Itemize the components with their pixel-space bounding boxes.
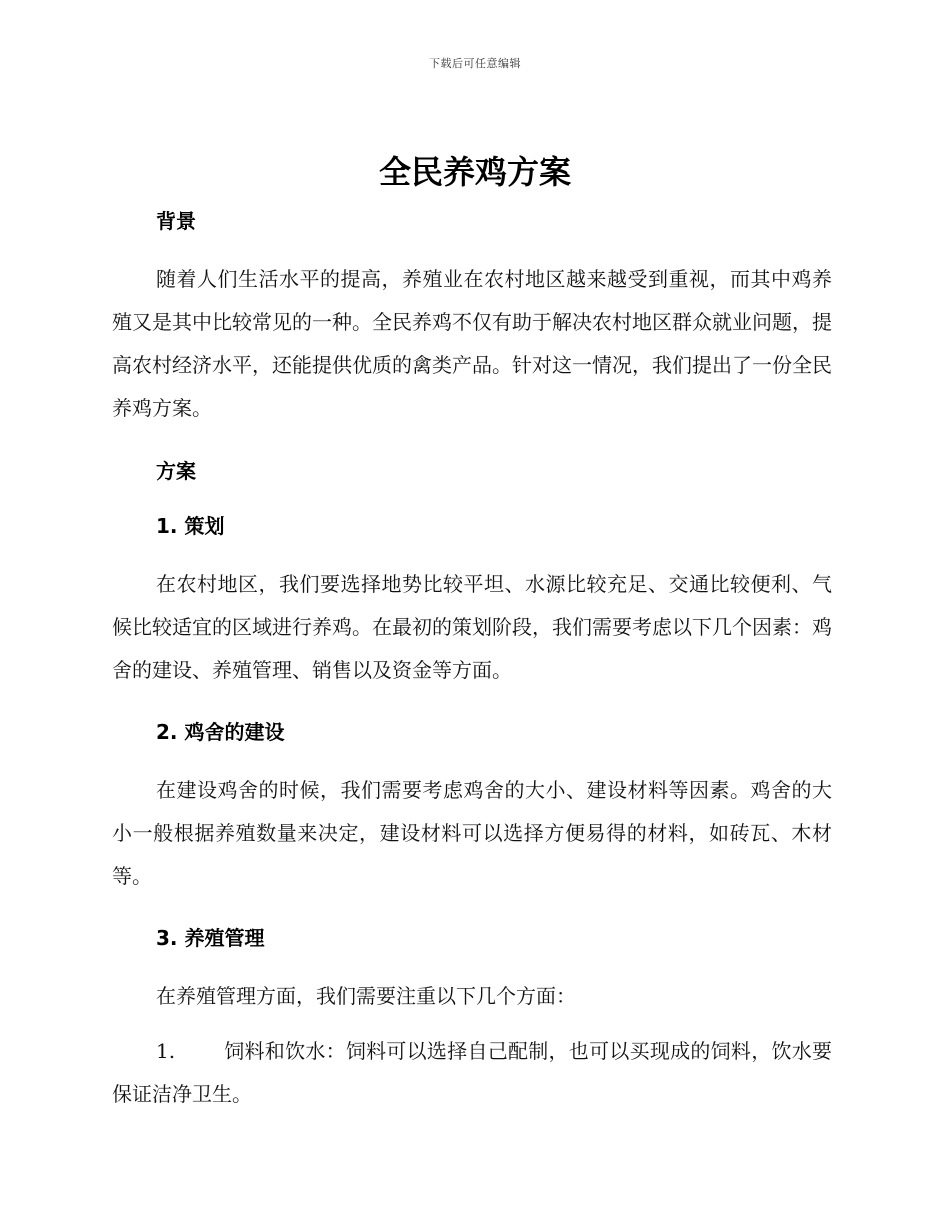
paragraph-background: 随着人们生活水平的提高，养殖业在农村地区越来越受到重视，而其中鸡养殖又是其中比较常见的一种。全民养鸡不仅有助于解决农村地区群众就业问题，提高农村经济水平，还能提供优质的禽类产品。针对这一情况，我们提出了一份全民养鸡方案。 — [112, 267, 832, 420]
paragraph-planning: 在农村地区，我们要选择地势比较平坦、水源比较充足、交通比较便利、气候比较适宜的区域进行养鸡。在最初的策划阶段，我们需要考虑以下几个因素：鸡舍的建设、养殖管理、销售以及资金等方面。 — [112, 572, 832, 682]
paragraph-construction: 在建设鸡舍的时候，我们需要考虑鸡舍的大小、建设材料等因素。鸡舍的大小一般根据养殖数量来决定，建设材料可以选择方便易得的材料，如砖瓦、木材等。 — [112, 778, 832, 888]
section-heading-management: 3. 养殖管理 — [156, 926, 265, 950]
list-item — [112, 1030, 832, 1116]
section-heading-plan: 方案 — [156, 459, 196, 483]
section-heading-planning: 1. 策划 — [156, 514, 225, 538]
paragraph-management: 在养殖管理方面，我们需要注重以下几个方面： — [156, 984, 576, 1008]
document-body — [112, 200, 832, 1116]
list-item-text: 饲料和饮水：饲料可以选择自己配制，也可以买现成的饲料，饮水要保证洁净卫生。 — [112, 1039, 832, 1106]
header-note: 下载后可任意编辑 — [429, 57, 521, 70]
section-heading-background: 背景 — [156, 209, 196, 233]
list-item-number: 1. — [156, 1039, 176, 1063]
section-heading-construction: 2. 鸡舍的建设 — [156, 720, 285, 744]
document-title: 全民养鸡方案 — [378, 153, 571, 191]
